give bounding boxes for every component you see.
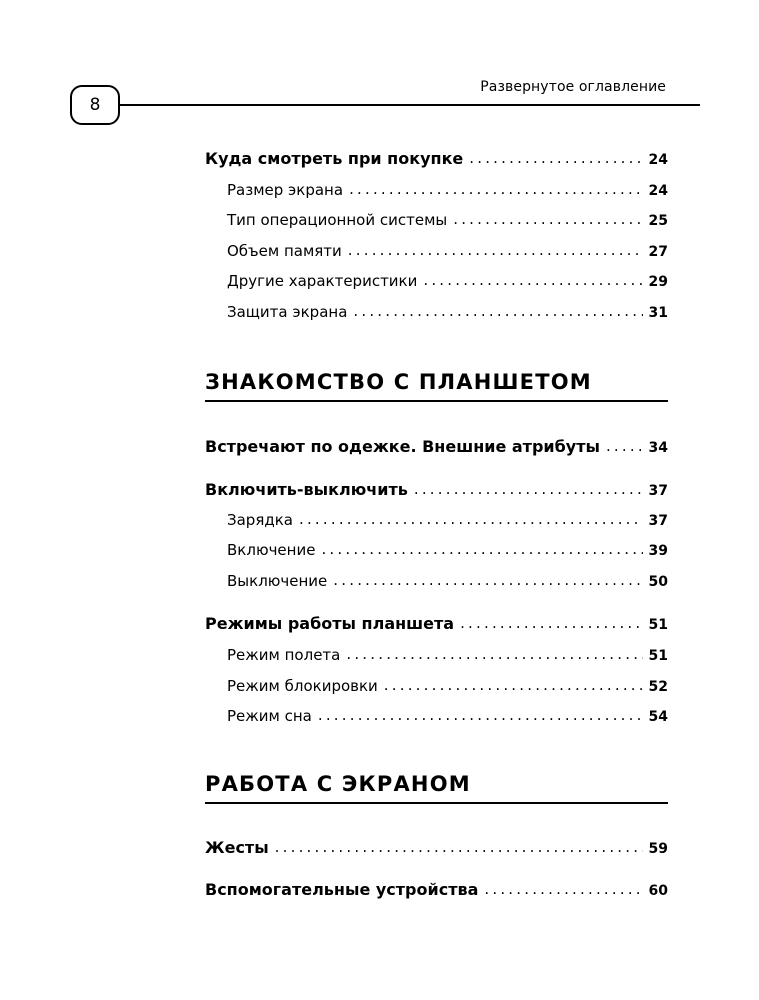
leader-dots [349,180,642,198]
leader-dots [469,149,642,167]
toc-entry-title: Включение [227,541,316,559]
toc-entry[interactable] [205,572,668,590]
leader-dots [453,210,642,228]
toc-entry-title: Другие характеристики [227,272,418,290]
leader-dots [299,510,643,528]
toc-entry-page: 31 [648,305,668,321]
toc-entry-page: 54 [648,709,668,725]
toc-entry-title: Тип операционной системы [227,211,448,229]
leader-dots [484,880,642,898]
page-number [70,85,120,125]
toc-entry-title: Режимы работы планшета [205,614,455,633]
toc-entry-title: Зарядка [227,511,293,529]
toc-entry-title: Включить-выключить [205,480,408,499]
toc-entry-page: 59 [648,841,668,857]
toc-entry-title: Жесты [205,838,269,857]
page-number-text: 8 [89,95,101,115]
toc-entry-title: Режим полета [227,646,341,664]
toc-entry-title: Куда смотреть при покупке [205,149,464,168]
toc-entry[interactable] [205,880,668,899]
toc-entry-page: 60 [648,883,668,899]
toc-entry-page: 37 [648,483,668,499]
toc-entry-title: Размер экрана [227,181,344,199]
leader-dots [318,706,643,724]
toc-entry[interactable] [205,181,668,199]
toc-entry-page: 39 [648,543,668,559]
toc-entry-title: Выключение [227,572,328,590]
leader-dots [606,437,643,455]
toc-entry-page: 29 [648,274,668,290]
toc-entry[interactable] [205,838,668,857]
toc-entry[interactable] [205,272,668,290]
toc-entry[interactable] [205,511,668,529]
toc-entry-page: 24 [648,183,668,199]
toc-entry[interactable] [205,149,668,168]
toc-entry[interactable] [205,707,668,725]
toc-entry-page: 37 [648,513,668,529]
toc-entry-page: 50 [648,574,668,590]
leader-dots [384,676,643,694]
leader-dots [275,838,643,856]
toc-entry-title: Защита экрана [227,303,348,321]
toc-entry-title: Режим блокировки [227,677,378,695]
section-title: ЗНАКОМСТВО С ПЛАНШЕТОМ [205,370,668,402]
toc-entry[interactable] [205,303,668,321]
toc-entry[interactable] [205,480,668,499]
toc-entry-title: Встречают по одежке. Внешние атрибуты [205,437,600,456]
toc-entry[interactable] [205,614,668,633]
toc-entry[interactable] [205,211,668,229]
leader-dots [414,480,643,498]
section-title: РАБОТА С ЭКРАНОМ [205,772,668,804]
toc-entry-title: Вспомогательные устройства [205,880,479,899]
header-rule [120,104,700,106]
toc-entry[interactable] [205,677,668,695]
toc-entry-page: 27 [648,244,668,260]
toc-entry-title: Режим сна [227,707,312,725]
toc-entry-page: 25 [648,213,668,229]
toc-entry[interactable] [205,541,668,559]
running-head: Развернутое оглавление [480,79,666,95]
toc-entry-page: 24 [648,152,668,168]
toc-entry-page: 34 [648,440,668,456]
toc-entry-page: 51 [648,617,668,633]
toc-entry-page: 52 [648,679,668,695]
toc-entry[interactable] [205,437,668,456]
leader-dots [346,645,642,663]
toc-entry[interactable] [205,242,668,260]
leader-dots [333,571,642,589]
toc-entry-title: Объем памяти [227,242,342,260]
leader-dots [353,302,642,320]
leader-dots [460,614,642,632]
leader-dots [321,540,642,558]
toc-entry-page: 51 [648,648,668,664]
leader-dots [348,241,643,259]
leader-dots [423,271,642,289]
toc-entry[interactable] [205,646,668,664]
